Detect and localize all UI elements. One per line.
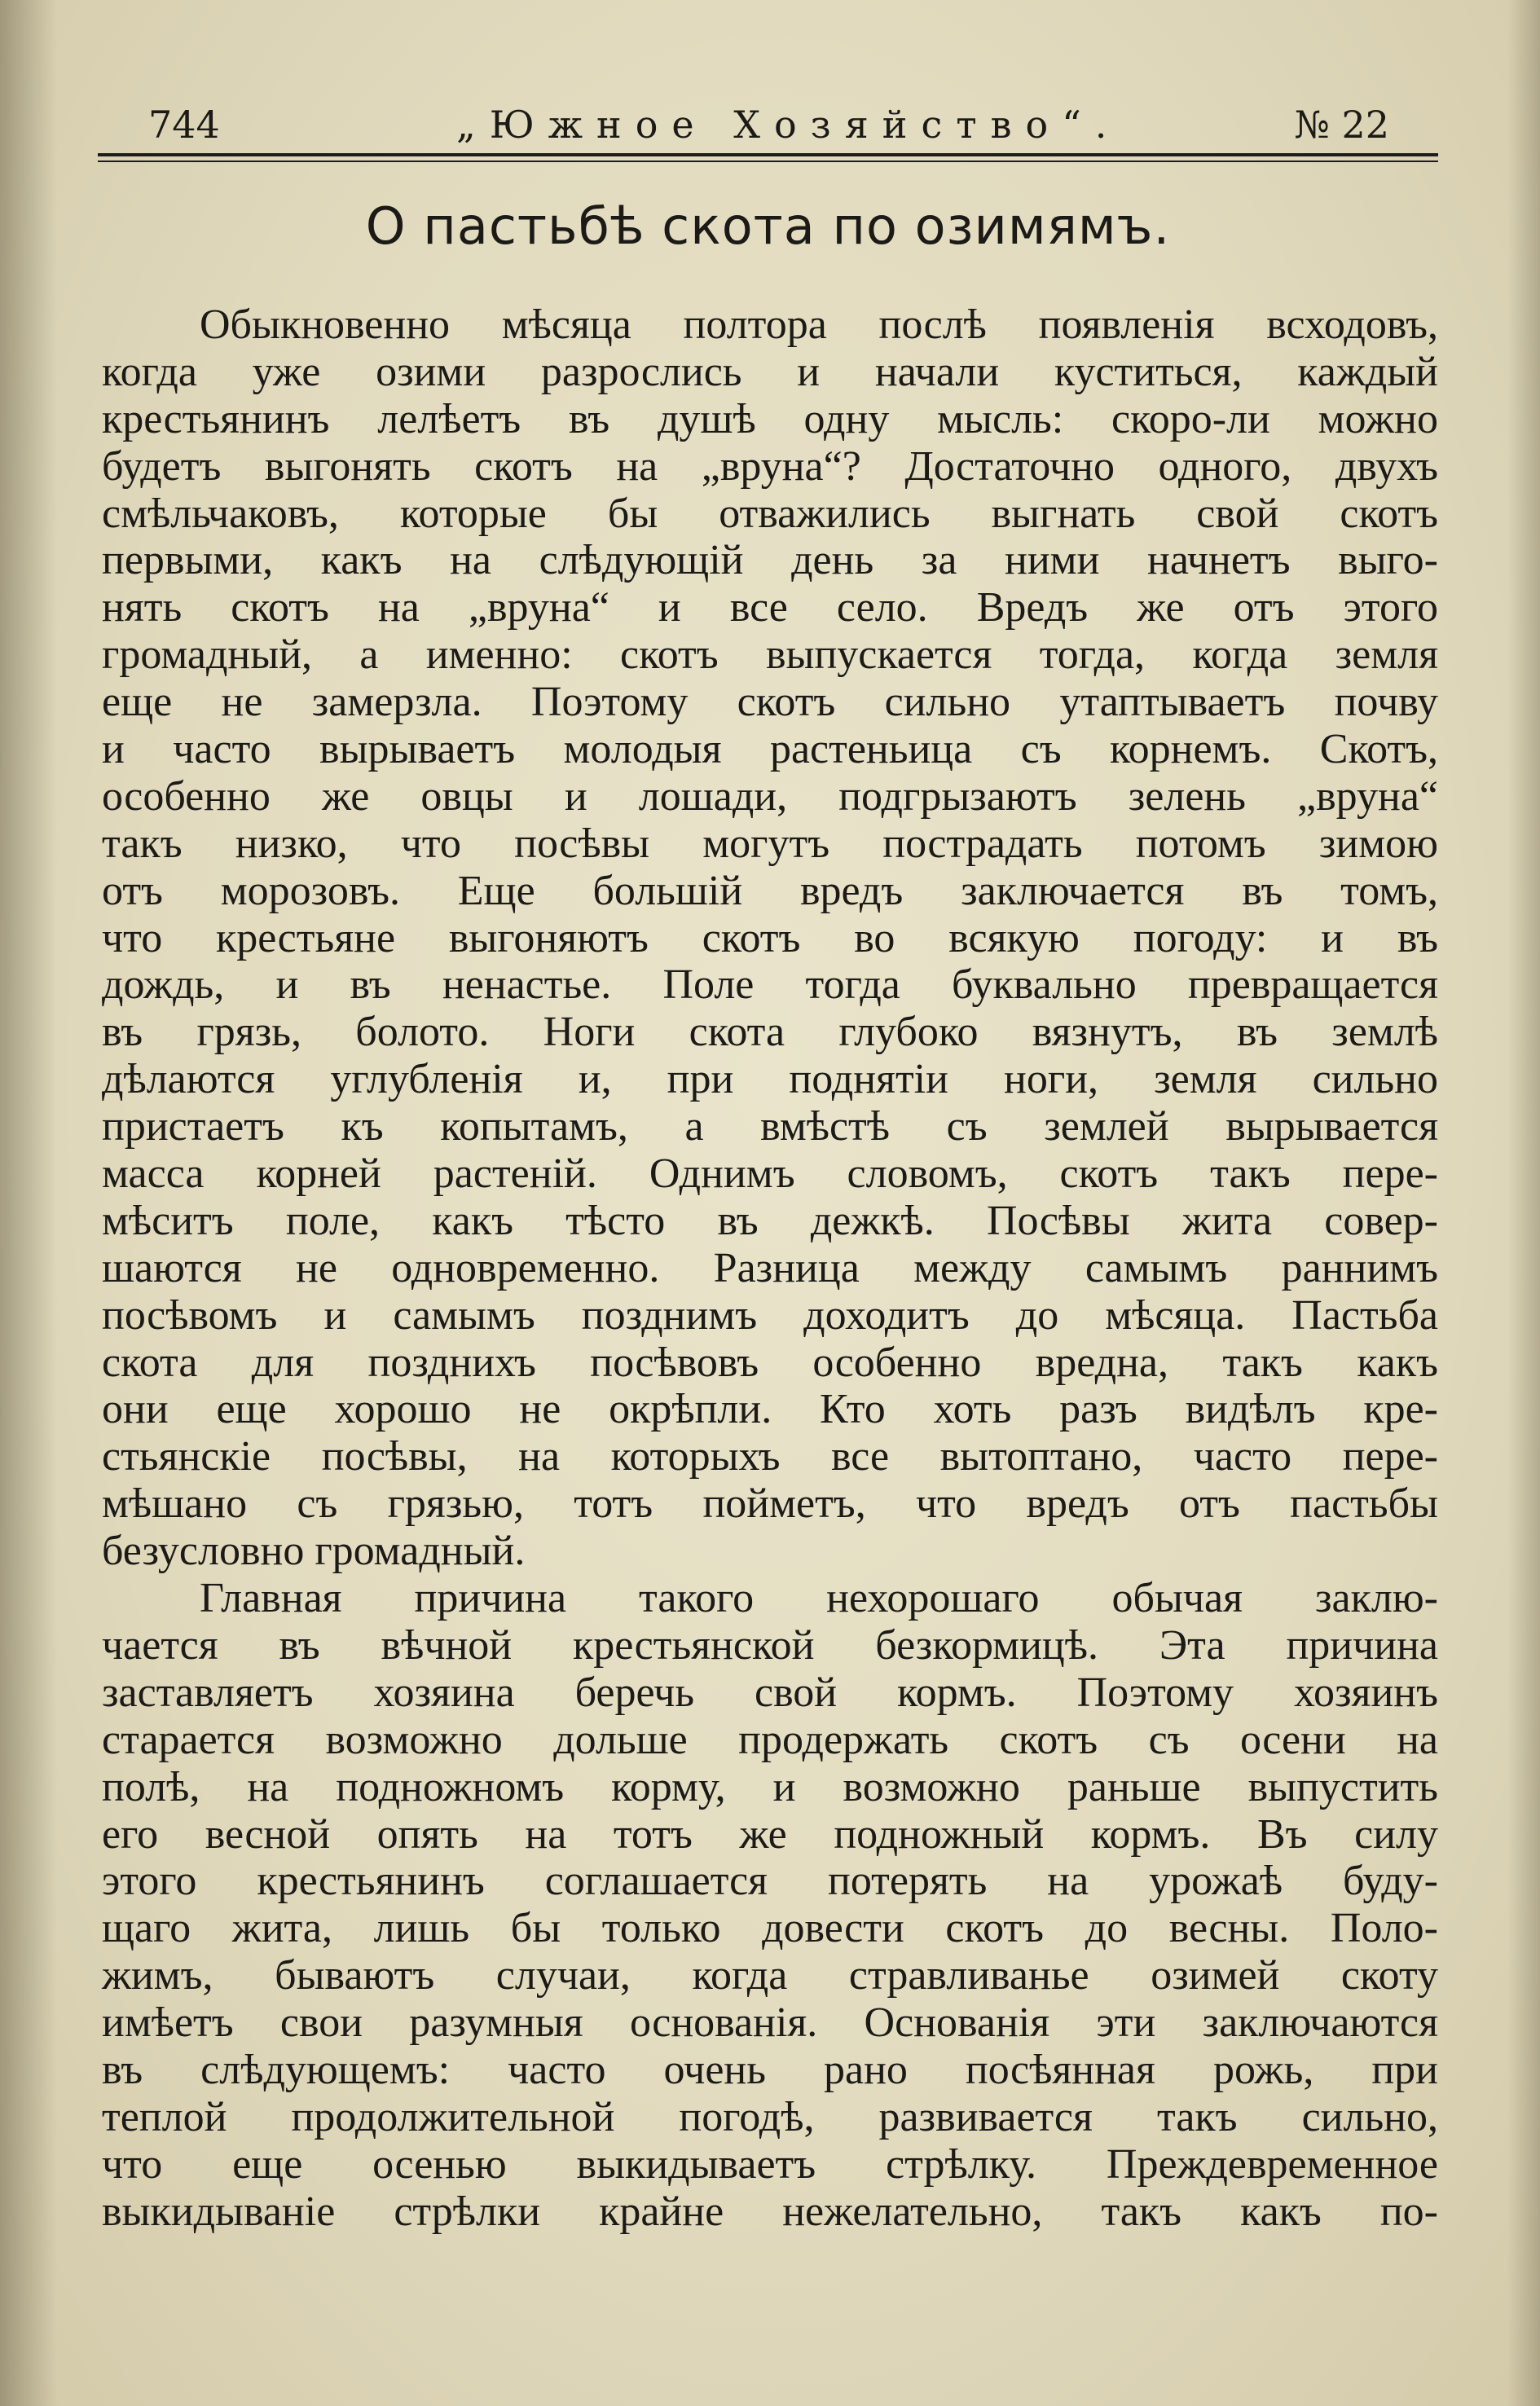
text-line: этого крестьянинъ соглашается потерять на урожаѣ буду- <box>102 1858 1438 1905</box>
article-body <box>102 301 1438 2236</box>
text-line: дѣлаются углубленія и, при поднятіи ноги, земля сильно <box>102 1056 1438 1103</box>
header-rule-thin <box>98 161 1438 162</box>
text-line: мѣситъ поле, какъ тѣсто въ дежкѣ. Посѣвы жита совер- <box>102 1197 1438 1244</box>
text-line: нять скотъ на „вруна“ и все село. Вредъ же отъ этого <box>102 584 1438 631</box>
text-line: имѣетъ свои разумныя основанія. Основанія эти заключаются <box>102 1999 1438 2047</box>
text-line: что крестьяне выгоняютъ скотъ во всякую погоду: и въ <box>102 914 1438 961</box>
text-line: они еще хорошо не окрѣпли. Кто хоть разъ видѣлъ кре- <box>102 1386 1438 1433</box>
text-line: масса корней растеній. Однимъ словомъ, скотъ такъ пере- <box>102 1150 1438 1198</box>
page-edge-shadow-right <box>1507 0 1540 2406</box>
text-line: его весной опять на тотъ же подножный кормъ. Въ силу <box>102 1810 1438 1858</box>
text-line: теплой продолжительной погодѣ, развивается такъ сильно, <box>102 2093 1438 2140</box>
text-line: въ грязь, болото. Ноги скота глубоко вязнутъ, въ землѣ <box>102 1009 1438 1056</box>
page-edge-shadow <box>0 0 57 2406</box>
text-line: полѣ, на подножномъ корму, и возможно раньше выпустить <box>102 1763 1438 1810</box>
journal-title: „Южное Хозяйство“. <box>456 103 1121 147</box>
text-line: шаются не одновременно. Разница между самымъ раннимъ <box>102 1244 1438 1291</box>
text-line: и часто вырываетъ молодыя растеньица съ корнемъ. Скотъ, <box>102 726 1438 773</box>
text-line: мѣшано съ грязью, тотъ пойметъ, что вредъ отъ пастьбы <box>102 1480 1438 1528</box>
text-line: такъ низко, что посѣвы могутъ пострадать потомъ зимою <box>102 820 1438 867</box>
text-line: смѣльчаковъ, которые бы отважились выгнать свой скотъ <box>102 490 1438 537</box>
text-line: отъ морозовъ. Еще большій вредъ заключается въ томъ, <box>102 867 1438 914</box>
text-line: стьянскіе посѣвы, на которыхъ все вытоптано, часто пере- <box>102 1433 1438 1480</box>
page-number: 744 <box>148 103 220 147</box>
text-line: въ слѣдующемъ: часто очень рано посѣянная рожь, при <box>102 2046 1438 2093</box>
text-line: особенно же овцы и лошади, подгрызаютъ зелень „вруна“ <box>102 772 1438 820</box>
article-title: О пастьбѣ скота по озимямъ. <box>365 196 1171 256</box>
text-line: Главная причина такого нехорошаго обычая заклю- <box>200 1575 1438 1622</box>
text-line: скота для позднихъ посѣвовъ особенно вредна, такъ какъ <box>102 1339 1438 1386</box>
text-line: еще не замерзла. Поэтому скотъ сильно утаптываетъ почву <box>102 679 1438 726</box>
text-line: будетъ выгонять скотъ на „вруна“? Достаточно одного, двухъ <box>102 442 1438 490</box>
text-line: чается въ вѣчной крестьянской безкормицѣ. Эта причина <box>102 1621 1438 1669</box>
running-header <box>98 96 1438 153</box>
text-line: дождь, и въ ненастье. Поле тогда буквально превращается <box>102 961 1438 1009</box>
text-line: крестьянинъ лелѣетъ въ душѣ одну мысль: скоро-ли можно <box>102 395 1438 442</box>
text-line: пристаетъ къ копытамъ, а вмѣстѣ съ землей вырывается <box>102 1103 1438 1150</box>
text-line: первыми, какъ на слѣдующій день за ними начнетъ выго- <box>102 537 1438 584</box>
text-line: щаго жита, лишь бы только довести скотъ до весны. Поло- <box>102 1905 1438 1952</box>
text-line: безусловно громадный. <box>102 1528 526 1575</box>
issue-number: № 22 <box>1294 103 1389 147</box>
paragraph-1 <box>102 301 1438 1575</box>
text-line: старается возможно дольше продержать скотъ съ осени на <box>102 1716 1438 1763</box>
header-rule-thick <box>98 153 1438 156</box>
text-line: посѣвомъ и самымъ позднимъ доходитъ до мѣсяца. Пастьба <box>102 1291 1438 1339</box>
text-line: что еще осенью выкидываетъ стрѣлку. Преждевременное <box>102 2140 1438 2188</box>
text-line: Обыкновенно мѣсяца полтора послѣ появленія всходовъ, <box>200 301 1438 348</box>
text-line: громадный, а именно: скотъ выпускается тогда, когда земля <box>102 631 1438 679</box>
text-line: заставляетъ хозяина беречь свой кормъ. Поэтому хозяинъ <box>102 1669 1438 1716</box>
text-line: жимъ, бываютъ случаи, когда стравливанье озимей скоту <box>102 1952 1438 1999</box>
text-line: когда уже озими разрослись и начали куститься, каждый <box>102 348 1438 395</box>
text-line: выкидываніе стрѣлки крайне нежелательно, такъ какъ по- <box>102 2188 1438 2235</box>
paragraph-2 <box>102 1575 1438 2235</box>
